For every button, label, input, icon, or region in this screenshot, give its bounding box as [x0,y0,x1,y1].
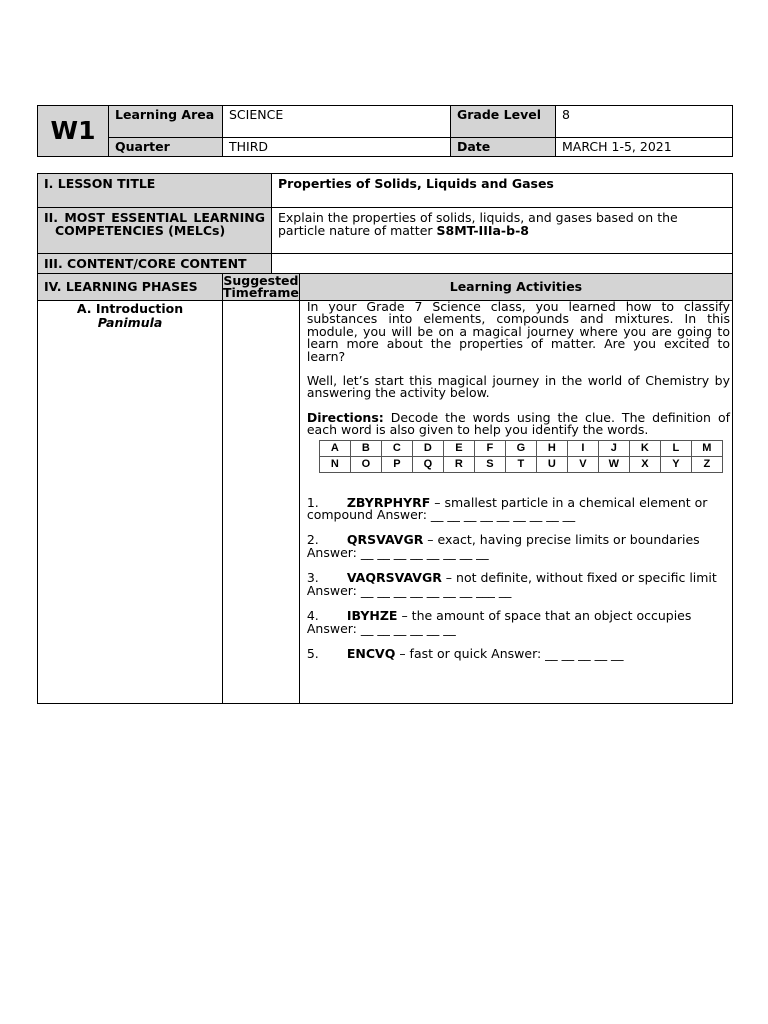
learning-area-label: Learning Area [109,106,223,138]
decode-item [306,494,730,523]
cipher-cell: P [381,456,412,472]
journey-paragraph: Well, let’s start this magical journey in the world of Chemistry by answering the activity below. [306,373,730,401]
item-word: ZBYRPHYRF [346,494,431,510]
learning-area-value: SCIENCE [223,106,451,138]
lesson-info-table [37,173,733,274]
timeframe-cell [223,301,300,704]
cipher-cell: K [629,440,660,456]
quarter-value: THIRD [223,138,451,157]
learning-phases-table [37,273,733,704]
intro-cell [38,301,223,704]
cipher-cell: F [474,440,505,456]
date-label: Date [451,138,556,157]
phases-header: IV. LEARNING PHASES [38,274,223,301]
cipher-cell: M [691,440,722,456]
lesson-title-value: Properties of Solids, Liquids and Gases [272,174,733,208]
cipher-cell: H [536,440,567,456]
directions-paragraph [306,409,730,438]
cipher-cell: I [567,440,598,456]
intro-paragraph: In your Grade 7 Science class, you learned how to classify substances into elements, compounds and mixtures. In this module, you will be on a magical journey where you are going to learn more about the properties of matter. Are you excited to learn? [306,299,730,364]
decode-item [306,645,730,661]
item-number: 1. [306,494,319,510]
cipher-cell: T [505,456,536,472]
melc-cell [272,208,733,254]
item-definition: – fast or quick Answer: __ __ __ __ __ [395,645,624,661]
cipher-cell: D [412,440,443,456]
directions-text: Decode the words using the clue. The definition of each word is also given to help you identify the words. [306,409,730,438]
cipher-key-table [319,440,723,473]
cipher-cell: Q [412,456,443,472]
lesson-title-label: I. LESSON TITLE [38,174,272,208]
cipher-cell: B [350,440,381,456]
item-number: 2. [306,532,319,548]
intro-label: A. Introduction [76,301,184,316]
cipher-cell: A [319,440,350,456]
cipher-cell: L [660,440,691,456]
content-label: III. CONTENT/CORE CONTENT [38,254,272,274]
item-number: 4. [306,608,319,624]
header-table [37,105,733,157]
cipher-cell: X [629,456,660,472]
activities-header: Learning Activities [299,274,732,301]
intro-sublabel: Panimula [97,315,163,330]
quarter-label: Quarter [109,138,223,157]
cipher-cell: Z [691,456,722,472]
melc-label: II. MOST ESSENTIAL LEARNING COMPETENCIES (MELCs) [38,208,272,254]
item-word: VAQRSVAVGR [346,570,442,586]
cipher-cell: V [567,456,598,472]
item-number: 3. [306,570,319,586]
item-word: QRSVAVGR [346,532,424,548]
item-definition: – not definite, without fixed or specific limit Answer: __ __ __ __ __ __ __ ___ __ [306,570,717,598]
cipher-cell: Y [660,456,691,472]
directions-label: Directions: [306,409,384,425]
item-definition: – the amount of space that an object occupies Answer: __ __ __ __ __ __ [306,608,692,636]
item-definition: – smallest particle in a chemical element or compound Answer: __ __ __ __ __ __ __ __ __ [306,494,708,523]
date-value: MARCH 1-5, 2021 [556,138,733,157]
week-label: W1 [38,106,109,157]
cipher-cell: R [443,456,474,472]
cipher-cell: E [443,440,474,456]
item-definition: – exact, having precise limits or boundaries Answer: __ __ __ __ __ __ __ __ [306,532,700,560]
cipher-cell: N [319,456,350,472]
decode-item [307,572,730,597]
melc-code: S8MT-IIIa-b-8 [436,223,529,238]
item-number: 5. [306,645,319,661]
cipher-cell: J [598,440,629,456]
decode-item [307,534,730,559]
cipher-cell: W [598,456,629,472]
item-word: IBYHZE [346,608,398,624]
grade-level-value: 8 [556,106,733,138]
cipher-cell: S [474,456,505,472]
cipher-cell: C [381,440,412,456]
content-value [272,254,733,274]
cipher-cell: O [350,456,381,472]
grade-level-label: Grade Level [451,106,556,138]
item-word: ENCVQ [346,645,396,661]
cipher-cell: U [536,456,567,472]
activities-cell [299,301,732,704]
melc-text: Explain the properties of solids, liquids, and gases based on the particle nature of matter [278,210,678,238]
cipher-cell: G [505,440,536,456]
timeframe-header: Suggested Timeframe [223,273,299,300]
decode-item [307,610,730,635]
